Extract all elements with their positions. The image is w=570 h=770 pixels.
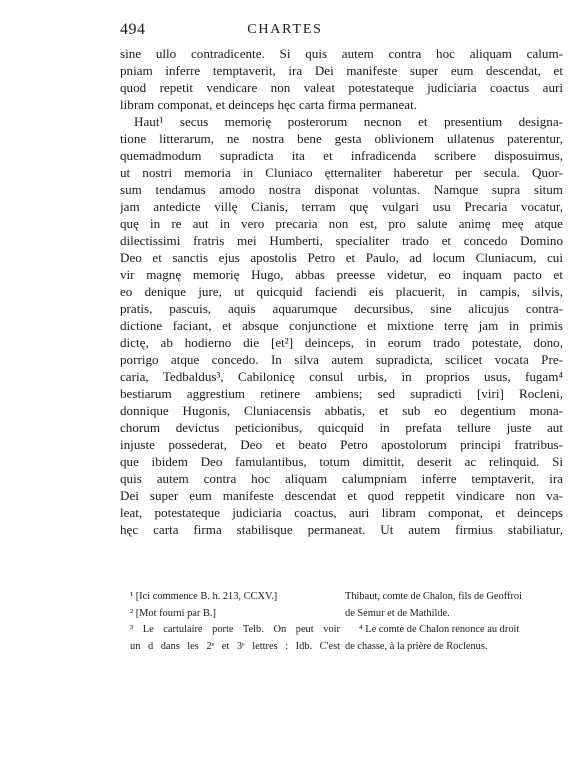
text-line: tione litterarum, ne nostra bene gesta oblivionem ullatenus paterentur, <box>120 131 563 146</box>
text-line: pniam inferre temptaverit, ira Dei manifeste super eum descendat, et <box>120 63 563 78</box>
footnote-3: ³ Le cartulaire porte Telb. On peut voir <box>130 624 340 635</box>
text-line: eo denique jure, ut quicquid faciendi eis placuerit, in campis, silvis, <box>120 284 563 299</box>
text-line: dictione faciant, et absque conjunctione et mixtione terrę jam in primis <box>120 318 563 333</box>
text-line: leat, potestateque judiciaria coactus, auri libram componat, et deinceps <box>120 505 563 520</box>
text-line: jam antedicte villę Cianis, terram quę vulgari usu Precaria vocatur, <box>120 199 563 214</box>
footnote-4-continued: de chasse, à la prière de Roclenus. <box>345 640 488 652</box>
footnotes-right-column <box>345 589 565 655</box>
text-line: quemadmodum supradicta ita et infradicenda scribere disposuimus, <box>120 148 563 163</box>
charter-text <box>120 45 563 538</box>
text-line: vir magnę memorię Hugo, abbas preesse videtur, eo inquam pacto et <box>120 267 563 282</box>
text-line: donnique Hugonis, Cluniacensis abbatis, et sub eo degentium mona- <box>120 403 563 418</box>
footnote-2: ² [Mot fourni par B.] <box>130 607 216 619</box>
text-line: dilectissimi fratris mei Humberti, specialiter trado et concedo Domino <box>120 233 563 248</box>
footnote-3-continued: Thibaut, comte de Chalon, fils de Geoffroi <box>345 591 522 602</box>
running-head: CHARTES <box>247 22 323 37</box>
text-line: caria, Tedbaldus³, Cabilonicę consul urbis, in proprios usus, fugam⁴ <box>120 369 563 384</box>
text-line: chorum devictus peticionibus, quicquid in prefata tellure juste aut <box>120 420 563 435</box>
text-line: hęc carta firma stabilisque permaneat. Ut autem firmius stabiliatur, <box>120 522 563 537</box>
text-line: porrigo atque concedo. In silva autem supradicta, scilicet vocata Pre- <box>120 352 563 367</box>
text-line: quę in re aut in vero precaria non est, pro salute animę meę atque <box>120 216 563 231</box>
text-line: ut nostri memoria in Cluniaco ętternaliter haberetur per secula. Quor- <box>120 165 563 180</box>
footnote-3-continued: un d dans les 2ᵉ et 3ᵉ lettres : Idb. C'est <box>130 640 340 652</box>
footnote-3-continued: de Semur et de Mathilde. <box>345 607 450 619</box>
text-line: Haut¹ secus memorię posterorum necnon et presentium designa- <box>134 114 563 129</box>
page-number: 494 <box>120 21 146 38</box>
text-line: Deo et sanctis ejus apostolis Petro et Paulo, ad locum Cluniacum, cui <box>120 250 563 265</box>
text-line: dictę, ab hodierno die [et²] deinceps, in eorum trado potestate, dono, <box>120 335 563 350</box>
text-line: libram componat, et deinceps hęc carta firma permaneat. <box>120 97 418 112</box>
footnote-4: ⁴ Le comte de Chalon renonce au droit <box>359 624 520 635</box>
text-line: sum tendamus amodo nostra disponat voluntas. Namque supra situm <box>120 182 563 197</box>
footnotes-left-column <box>130 589 340 655</box>
text-line: quis autem contra hoc aliquam calumpniam inferre temptaverit, ira <box>120 471 563 486</box>
text-line: pratis, pascuis, aquis aquarumque decursibus, sine alicujus contra- <box>120 301 563 316</box>
text-line: quod repetit vendicare non valeat potestateque judiciaria coactus auri <box>120 80 563 95</box>
text-line: injuste possederat, Deo et beato Petro apostolorum principi fratribus- <box>120 437 563 452</box>
text-line: sine ullo contradicente. Si quis autem contra hoc aliquam calum- <box>120 46 563 61</box>
text-line: Dei super eum manifeste descendat et quod reppetit vindicare non va- <box>120 488 563 503</box>
footnote-1: ¹ [Ici commence B. h. 213, CCXV.] <box>130 591 278 602</box>
text-line: que ibidem Deo famulantibus, totum dimittit, deserit ac relinquid. Si <box>120 454 563 469</box>
text-line: bestiarum aggrestium retinere ambiens; sed supradicti [viri] Rocleni, <box>120 386 563 401</box>
